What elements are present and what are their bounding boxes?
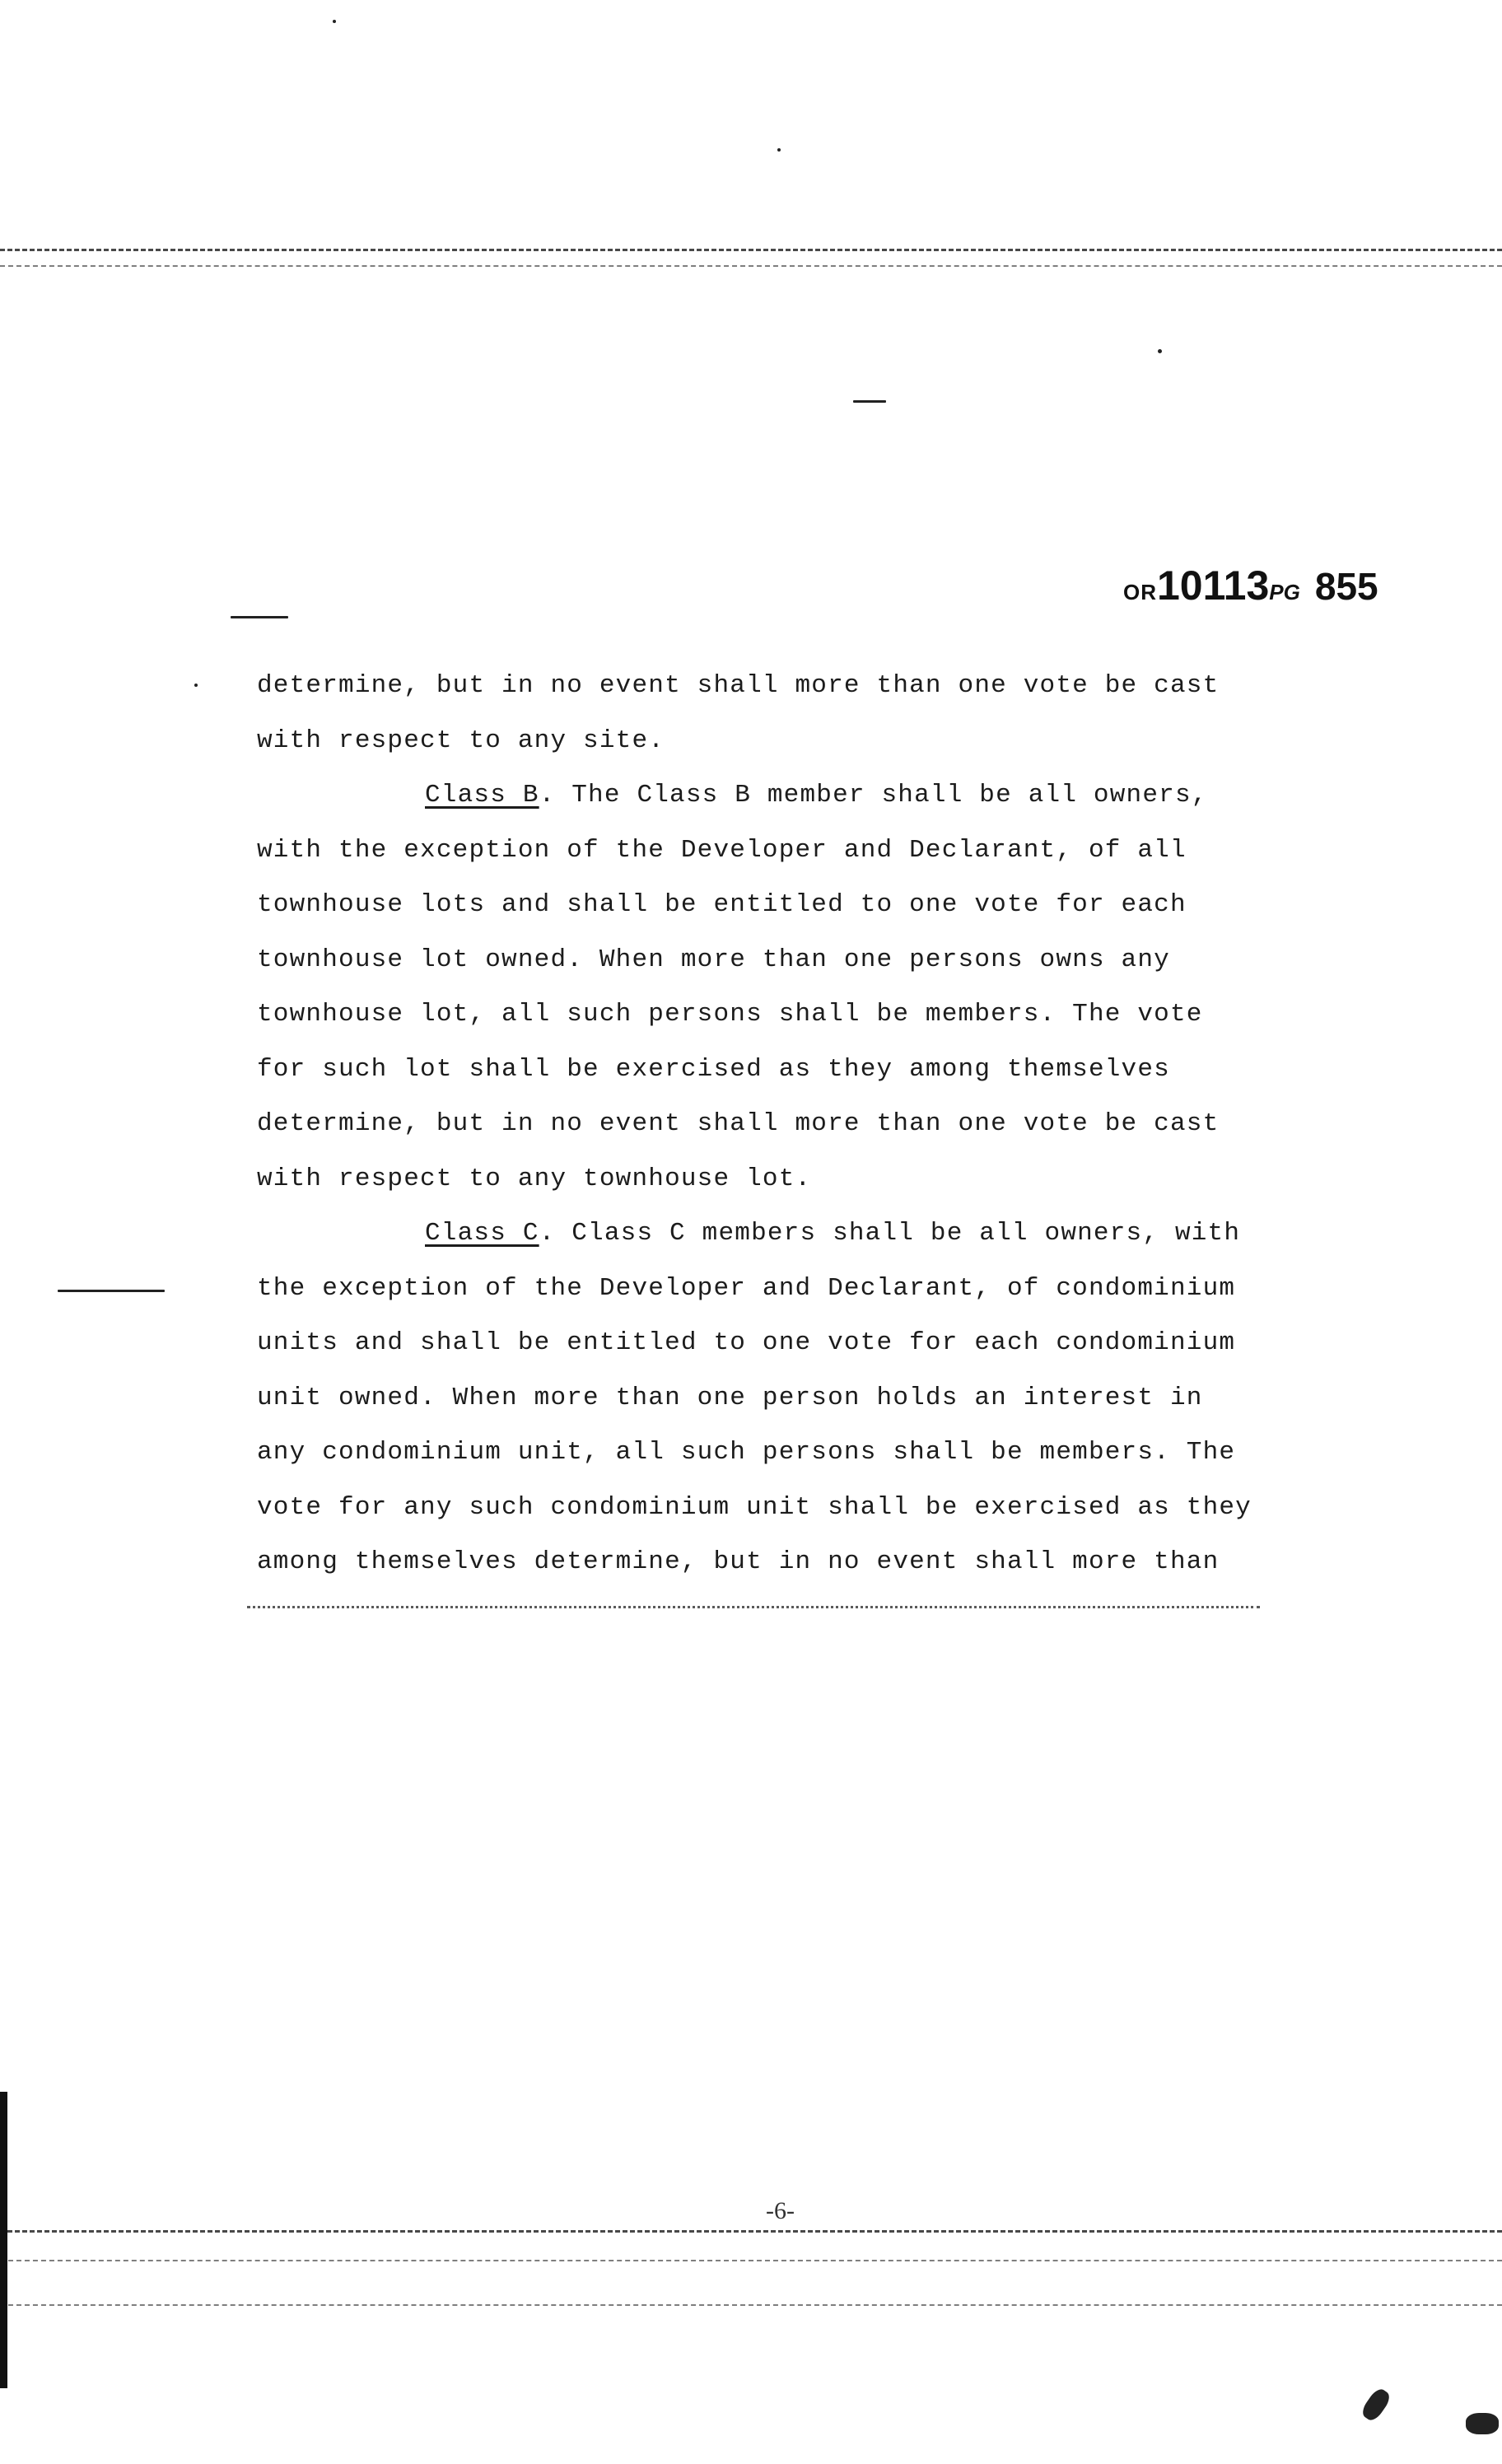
- page-number: -6-: [766, 2197, 795, 2224]
- recording-page-number: 855: [1314, 565, 1378, 608]
- truncated-text-line: [247, 1606, 1260, 1615]
- scan-speck: [231, 616, 288, 618]
- class-b-heading: Class B: [425, 781, 539, 810]
- scan-speck: [333, 20, 336, 23]
- text-line-rest: . The Class B member shall be all owners,: [539, 781, 1208, 810]
- text-line: with the exception of the Developer and Declarant, of all: [257, 835, 1187, 865]
- text-line: with respect to any townhouse lot.: [257, 1164, 812, 1193]
- text-line: [257, 768, 1327, 824]
- scan-artifact-line-top-2: [0, 265, 1502, 267]
- text-line: townhouse lot owned. When more than one persons owns any: [257, 945, 1170, 974]
- text-line: any condominium unit, all such persons shall be members. The: [257, 1438, 1236, 1467]
- text-line: townhouse lot, all such persons shall be members. The vote: [257, 1000, 1203, 1029]
- document-body: [257, 659, 1327, 1590]
- paragraph-class-c: [257, 1206, 1327, 1590]
- paragraph-class-a-continuation: [257, 659, 1327, 768]
- scan-artifact-line-bottom-3: [0, 2304, 1502, 2306]
- class-c-heading: Class C: [425, 1219, 539, 1248]
- text-line: the exception of the Developer and Declarant, of condominium: [257, 1273, 1236, 1303]
- text-line: townhouse lots and shall be entitled to one vote for each: [257, 890, 1187, 919]
- text-line: among themselves determine, but in no event shall more than: [257, 1547, 1220, 1576]
- text-line: [257, 1206, 1327, 1262]
- page-label: PG: [1269, 580, 1300, 604]
- scan-speck: [58, 1290, 165, 1292]
- paragraph-class-b: [257, 768, 1327, 1206]
- scan-speck: [1360, 2386, 1393, 2423]
- text-line: determine, but in no event shall more than one vote be cast: [257, 1109, 1220, 1138]
- scan-speck: [777, 148, 781, 152]
- recording-book-page-stamp: [1123, 562, 1378, 609]
- text-line: vote for any such condominium unit shall be exercised as they: [257, 1492, 1252, 1522]
- text-line: unit owned. When more than one person holds an interest in: [257, 1383, 1203, 1412]
- scan-artifact-line-bottom-2: [0, 2260, 1502, 2261]
- scan-speck: [1466, 2413, 1499, 2434]
- text-line: determine, but in no event shall more than one vote be cast: [257, 671, 1220, 700]
- scan-artifact-line-top: [0, 249, 1502, 251]
- text-line: units and shall be entitled to one vote for each condominium: [257, 1328, 1236, 1357]
- scan-speck: [194, 684, 198, 687]
- scan-speck: [1158, 349, 1162, 353]
- scan-edge-bar: [0, 2092, 7, 2388]
- scan-artifact-line-bottom: [0, 2230, 1502, 2233]
- book-prefix: OR: [1123, 580, 1157, 604]
- text-line: with respect to any site.: [257, 726, 665, 755]
- book-volume: 10113: [1157, 562, 1270, 609]
- text-line: for such lot shall be exercised as they among themselves: [257, 1054, 1170, 1084]
- text-line-rest: . Class C members shall be all owners, with: [539, 1219, 1241, 1248]
- scan-speck: [853, 400, 886, 403]
